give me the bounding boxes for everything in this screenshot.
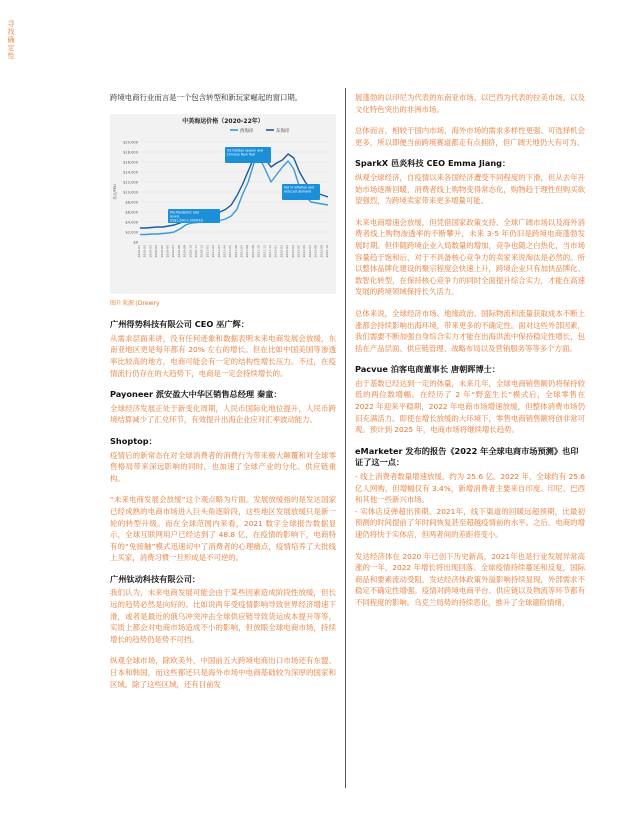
y-tick-label: $14,000	[123, 170, 138, 175]
heading-payoneer: Payoneer 派安盈大中华区销售总经理 秦童：	[110, 389, 282, 400]
chart-title: 中美海运价格（2020-22年）	[182, 117, 264, 125]
x-tick-label: 2020-12	[199, 244, 204, 258]
x-tick-label: 2022-05	[296, 244, 301, 258]
chart-caption: 图片来源 |Drewry	[110, 299, 160, 307]
y-tick-label: $10,000	[123, 190, 138, 195]
y-tick-label: $0	[133, 240, 138, 245]
x-tick-label: 2021-02	[211, 244, 216, 258]
paragraph-sparkx-1: 纵观全球经济，自疫情以来各国经济遭受不同程度的下滑，但从去年开始市场逐渐回暖，消费者线上购物变得常态化，购物趋于理性但购买欲望强烈，为跨境卖家带来更多增量可能。	[355, 172, 585, 206]
paragraph-tiandong-2: 纵观全球市场，除欧美外，中国前五大跨境电商出口市场还有东盟、日本和韩国，而这些都还只是海外市场中电商基础较为深厚的国家和区域。除了这些区域，还有目前发	[110, 656, 336, 689]
paragraph-sparkx-2: 未来电商增速会放缓，但凭借国家政策支持、全球广阔市场以及海外消费者线上购物渗透率的不断攀升，未来 3-5 年仍旧是跨境电商蓬勃发展时期。但伴随跨境企业入局数量的增加，竞争也随之白热化，当市场容量趋于饱和后，对于不具备核心竞争力的卖家来说淘汰是必然的。所以整体品牌化建设的聚宗程度会快速上升，跨境企业只有加快品牌化、数智化转型，在保持核心竞争力的同时全面提升综合实力，才能在高速发展的跨境领域保持长久活力。	[355, 217, 585, 297]
y-tick-label: $6,000	[125, 210, 138, 215]
shipping-rate-chart	[110, 114, 336, 294]
y-tick-label: $12,000	[123, 180, 138, 185]
x-tick-label: 2022-01	[273, 244, 278, 258]
x-tick-label: 2021-04	[222, 244, 227, 258]
annotation-text: US holiday season and Chinese New Year	[227, 148, 264, 157]
y-tick-label: $20,000	[123, 140, 138, 145]
y-tick-label: $16,000	[123, 160, 138, 165]
x-tick-label: 2022-07	[307, 244, 312, 258]
x-tick-label: 2020-03	[148, 244, 153, 258]
x-tick-label: 2021-05	[228, 244, 233, 258]
x-tick-label: 2020-05	[159, 244, 164, 258]
chart-svg	[110, 114, 336, 294]
x-tick-label: 2022-06	[302, 244, 307, 258]
heading-pacvue: Pacvue 泊客电商董事长 唐朝晖博士：	[355, 364, 501, 375]
heading-emarketer: eMarketer 发布的报告《2022 年全球电商市场预测》也印证了这一点：	[355, 445, 579, 468]
x-tick-label: 2022-02	[279, 244, 284, 258]
x-tick-label: 2020-11	[193, 244, 198, 258]
heading-dsk-ceo: 广州得势科技有限公司 CEO 巫广辉：	[110, 319, 249, 330]
legend-label: 东海岸	[276, 128, 290, 134]
annotation-text: Pre-Pandemic rate levels US$1,500-2,000/FEU	[170, 210, 204, 223]
paragraph-shoptop-2: “未来电商发展会放缓”这个观点略为片面。发展放缓指的是发达国家已经成熟的电商市场进入巨头角逐阶段，这些地区发展放缓只是新一轮的转型升级。而在全球范围内来看，2021 数字全球报告数据显示，全球互联网用户已经达到了 48.8 亿，在疫情的影响下，电商特有的“免接触”模式迅速切中了消费者的心理痛点，疫情培养了大批线上买家，消费习惯一旦形成是不可逆的。	[110, 495, 336, 563]
left-column	[110, 92, 336, 700]
x-tick-label: 2020-06	[165, 244, 170, 258]
x-tick-label: 2022-04	[290, 244, 295, 258]
heading-sparkx: SparkX 邑炎科技 CEO Emma Jiang：	[355, 158, 511, 169]
x-tick-label: 2022-10	[325, 244, 329, 258]
x-tick-label: 2022-03	[285, 244, 290, 258]
x-tick-label: 2021-11	[262, 244, 267, 258]
annotation-text: Fall in inflation and reduced demand	[284, 185, 315, 194]
x-tick-label: 2020-08	[176, 244, 181, 258]
paragraph-pacvue: 由于基数已经达到一定的体量，未来几年，全球电商销售额仍将保持较低的两位数增幅。在经历了 2 年“野蛮生长”模式后，全球零售在 2022 年迎来平稳期，2022 年电商市场增速放缓，但整体消费市场仍旧充满活力。即使在增长放缓的大环境下，零售电商销售额将创非常可观。预计到 2025 年，电商市场将继续增长趋势。	[355, 378, 585, 435]
y-tick-label: $4,000	[125, 220, 138, 225]
y-tick-label: $2,000	[125, 230, 138, 235]
paragraph-summary: 总体而言，相较于国内市场，海外市场的需求多样性更强、可选择机会更多，所以即便当前跨境赛道都走有点拥挤，但广阔天地仍大有可为。	[355, 126, 585, 147]
legend-label: 西海岸	[240, 128, 254, 134]
x-tick-label: 2022-09	[319, 244, 324, 258]
intro-paragraph: 跨境电商行业而言是一个包含转型和新玩家崛起的窗口期。	[110, 93, 303, 102]
x-tick-label: 2020-01	[137, 244, 141, 258]
x-tick-label: 2022-08	[313, 244, 318, 258]
column-divider	[345, 88, 346, 788]
heading-shoptop: Shoptop：	[110, 435, 157, 446]
x-tick-label: 2020-07	[171, 244, 176, 258]
y-tick-label: $8,000	[125, 200, 138, 205]
x-tick-label: 2020-04	[154, 244, 159, 258]
paragraph-sparkx-3: 总体来说，全球经济市场、地缘政治、国际物流和流量获取成本不断上涨都会持续影响出海环境，带来更多的不确定性。面对这些外部因素，我们需要不断加强自身综合实力才能在出海洪流中保持稳定性增长，包括在产品层面、供应链管理、战略布局以及营销服务等等多个方面。	[355, 308, 585, 353]
x-tick-label: 2021-01	[205, 244, 210, 258]
x-tick-label: 2020-10	[188, 244, 193, 258]
paragraph-markets: 展蓬勃的以印尼为代表的东南亚市场、以巴西为代表的拉美市场，以及文化特色突出的非洲市场。	[355, 93, 585, 114]
paragraph-payoneer: 全球经济发展正处于新变化周期，人民币国际化地位提升，人民币跨境结算减少了汇兑环节，有效提升出海企业应对汇率波动能力。	[110, 403, 336, 425]
x-tick-label: 2021-03	[216, 244, 221, 258]
x-tick-label: 2020-09	[182, 244, 187, 258]
x-tick-label: 2021-12	[268, 244, 273, 258]
x-tick-label: 2020-02	[142, 244, 147, 258]
paragraph-tiandong-1: 我们认为，未来电商发展可能会由于某些因素造成阶段性放缓，但长远的趋势必然是向好的。比如说两年受疫情影响导致世界经济增速下滑，或者是最近的俄乌冲突冲击全球供应链导致货运成本提升等等，实质上都会对电商市场造成不小的影响，但放眼全球电商市场，持续增长的趋势仍是势不可挡。	[110, 588, 336, 644]
x-tick-label: 2021-08	[245, 244, 250, 258]
x-tick-label: 2021-06	[233, 244, 238, 258]
x-tick-label: 2021-10	[256, 244, 261, 258]
heading-tiandong: 广州钛动科技有限公司：	[110, 573, 201, 584]
paragraph-dsk-ceo: 从需求层面来讲，没有任何迹象和数据表明未来电商发展会放缓，东南亚地区更是每年都有 20% 左右的增长。但在比如中国美国等渗透率比较高的地方，电商可能会有一定的结构性增长压力。不过，在疫情流行仍存在的大趋势下，电商是一定会持续增长的。	[110, 333, 336, 378]
y-tick-label: $18,000	[123, 150, 138, 155]
side-tag: 寻找确定性	[7, 20, 15, 60]
paragraph-shoptop-1: 疫情后的新常态在对全球消费者的消费行为带来极大颠覆和对全球零售格局带来深远影响的同时，也加速了全球产业的分化、供应链重构。	[110, 450, 336, 483]
x-tick-label: 2021-07	[239, 244, 244, 258]
x-tick-label: 2021-09	[250, 244, 255, 258]
paragraph-economies: 发达经济体在 2020 年已创下历史新高，2021年也是行业发展异常高涨的一年，2022 年增长将出现回落。全球疫情持续蔓延和反复，国际商品和要素流动受阻，发达经济体政策外溢影响持续显现，外部需求不稳定不确定性增强。疫情对跨境电商平台、供应链以及物流等环节都有不同程度的影响。乌克兰局势的持续恶化，推升了全球避险情绪，	[355, 551, 585, 607]
paragraph-emarketer: - 线上消费者数量增速放缓，约为 25.6 亿。2022 年，全球约有 25.6 亿人网购，但增幅仅有 3.4%，新增消费者主要来自印度、印尼、巴西和其他一些新兴市场。 - 实体店反弹超出预期。2021年，线下渠道的回暖远超预期，比最初预测的时间提前了年时间恢复甚至超越疫情前的水平。之后，电商的增速仍将快于实体店，但两者间的差距将变小。	[355, 472, 585, 539]
right-column	[355, 92, 585, 619]
y-axis-label: 美元/FEU	[113, 183, 117, 200]
